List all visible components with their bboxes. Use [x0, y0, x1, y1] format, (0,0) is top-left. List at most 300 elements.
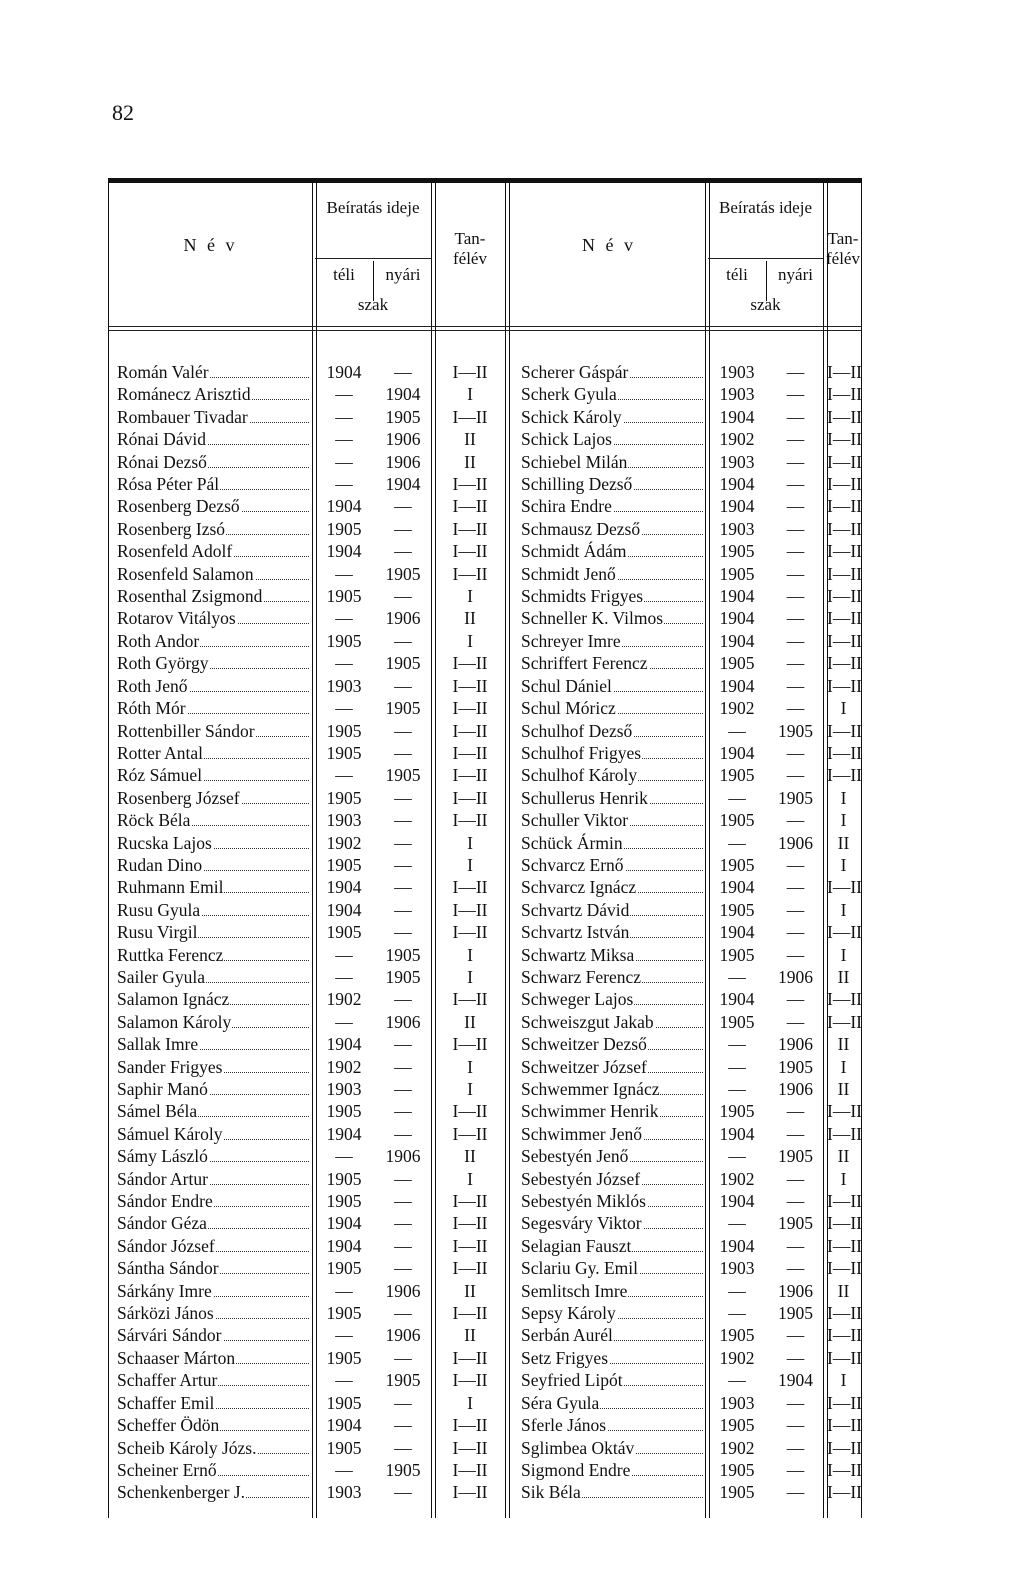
felev-cell: I—II — [827, 1325, 862, 1346]
nyari-cell: — — [394, 586, 412, 607]
felev-cell: I — [840, 1370, 847, 1391]
teli-cell: — — [335, 406, 353, 427]
teli-cell: 1905 — [719, 563, 755, 584]
teli-cell: 1905 — [326, 1258, 362, 1279]
name-cell: Séra Gyula — [521, 1392, 703, 1414]
nyari-cell: 1904 — [385, 384, 421, 405]
left-rows — [109, 361, 513, 1504]
felev-cell: I—II — [452, 742, 488, 763]
felev-cell: I—II — [827, 1235, 862, 1256]
teli-cell: 1902 — [719, 1437, 755, 1458]
table-row — [513, 607, 860, 629]
nyari-cell: — — [786, 362, 805, 382]
table-row — [109, 630, 513, 652]
name-cell: Sándor Artur — [117, 1168, 309, 1190]
name-cell: Sándor József — [117, 1235, 309, 1257]
felev-cell: I—II — [452, 653, 488, 674]
nyari-cell: — — [786, 474, 805, 495]
nyari-cell: 1906 — [385, 1280, 421, 1301]
name-cell: Scherer Gáspár — [521, 361, 703, 383]
nyari-cell: — — [786, 1392, 805, 1413]
name-cell: Rosenberg Izsó — [117, 518, 309, 540]
name-cell: Sándor Endre — [117, 1190, 309, 1212]
teli-cell: — — [728, 1079, 746, 1099]
felev-cell: I—II — [452, 518, 488, 539]
teli-cell: — — [335, 1146, 353, 1167]
teli-cell: 1905 — [326, 1303, 362, 1324]
header-name: N é v — [183, 235, 238, 255]
felev-cell: II — [837, 1079, 850, 1099]
name-cell: Schul Móricz — [521, 697, 703, 719]
felev-cell: I—II — [827, 742, 862, 763]
header-summer: nyári — [385, 265, 421, 284]
felev-cell: I—II — [452, 1370, 488, 1391]
table-row — [513, 518, 860, 540]
table-row — [109, 988, 513, 1010]
name-cell: Roth György — [117, 652, 309, 674]
teli-cell: 1903 — [719, 1392, 755, 1413]
teli-cell: 1902 — [326, 832, 362, 853]
teli-cell: 1904 — [719, 1191, 755, 1212]
teli-cell: — — [335, 1011, 353, 1032]
nyari-cell: — — [394, 630, 412, 651]
teli-cell: 1902 — [326, 989, 362, 1010]
name-cell: Schvarcz Ignácz — [521, 876, 703, 898]
teli-cell: — — [728, 832, 746, 853]
nyari-cell: — — [786, 877, 805, 898]
table-row — [513, 383, 860, 405]
header-semester-right: Tan- félév — [826, 229, 860, 268]
table-row — [513, 809, 860, 831]
table-row — [513, 1392, 860, 1414]
nyari-cell: — — [786, 1459, 805, 1480]
felev-cell: I — [467, 630, 473, 651]
table-row — [513, 1011, 860, 1033]
teli-cell: 1903 — [326, 675, 362, 696]
felev-cell: I—II — [452, 541, 488, 562]
felev-cell: II — [837, 1280, 850, 1301]
table-row — [513, 1056, 860, 1078]
name-cell: Sándor Géza — [117, 1212, 309, 1234]
teli-cell: 1902 — [719, 1168, 755, 1189]
nyari-cell: — — [394, 541, 412, 562]
teli-cell: 1905 — [326, 1392, 362, 1413]
teli-cell: — — [335, 966, 353, 987]
teli-cell: 1905 — [719, 1325, 755, 1346]
felev-cell: I—II — [452, 1415, 488, 1436]
felev-cell: II — [837, 1034, 850, 1055]
teli-cell: — — [335, 1370, 353, 1391]
name-cell: Rósa Péter Pál — [117, 473, 309, 495]
nyari-cell: — — [786, 765, 805, 786]
teli-cell: 1905 — [719, 854, 755, 875]
header-enrollment: Beíratás ideje — [326, 198, 420, 217]
header-summer-right: nyári — [778, 265, 813, 284]
nyari-cell: — — [394, 832, 412, 853]
name-cell: Rotter Antal — [117, 742, 309, 764]
felev-cell: I—II — [827, 406, 862, 427]
name-cell: Schreyer Imre — [521, 630, 703, 652]
teli-cell: 1904 — [719, 496, 755, 517]
table-row — [109, 854, 513, 876]
nyari-cell: — — [786, 675, 805, 696]
felev-cell: I—II — [827, 1482, 862, 1503]
nyari-cell: 1906 — [385, 451, 421, 472]
teli-cell: 1904 — [326, 496, 362, 517]
nyari-cell: — — [786, 1123, 805, 1144]
felev-cell: I—II — [452, 1191, 488, 1212]
teli-cell: 1904 — [326, 877, 362, 898]
felev-cell: I—II — [452, 810, 488, 831]
name-cell: Rosenberg József — [117, 787, 309, 809]
name-cell: Rusu Virgil — [117, 921, 309, 943]
table-row — [513, 361, 860, 383]
table-row — [109, 876, 513, 898]
name-cell: Rottenbiller Sándor — [117, 720, 309, 742]
name-cell: Ruttka Ferencz — [117, 944, 309, 966]
teli-cell: 1905 — [326, 922, 362, 943]
table-row — [109, 809, 513, 831]
name-cell: Schwarz Ferencz — [521, 966, 703, 988]
teli-cell: 1903 — [326, 1079, 362, 1099]
nyari-cell: — — [394, 1303, 412, 1324]
teli-cell: 1905 — [326, 1168, 362, 1189]
teli-cell: 1905 — [326, 1437, 362, 1458]
teli-cell: 1905 — [326, 630, 362, 651]
table-row — [109, 944, 513, 966]
table-row — [109, 652, 513, 674]
table-row — [109, 563, 513, 585]
table-row — [109, 720, 513, 742]
felev-cell: I—II — [827, 1392, 862, 1413]
felev-cell: II — [464, 429, 476, 450]
name-cell: Schmausz Dezső — [521, 518, 703, 540]
table-row — [109, 518, 513, 540]
felev-cell: I — [840, 787, 847, 808]
teli-cell: 1903 — [719, 1258, 755, 1279]
table-row — [513, 899, 860, 921]
nyari-cell: — — [394, 1347, 412, 1368]
nyari-cell: 1905 — [778, 1146, 813, 1167]
table-row — [513, 988, 860, 1010]
teli-cell: 1904 — [719, 742, 755, 763]
nyari-cell: — — [394, 1258, 412, 1279]
teli-cell: — — [335, 765, 353, 786]
felev-cell: II — [837, 966, 850, 987]
table-row — [109, 675, 513, 697]
header-winter: téli — [333, 265, 355, 284]
name-cell: Seyfried Lipót — [521, 1369, 703, 1391]
felev-cell: I — [840, 899, 847, 920]
name-cell: Schvarcz Ernő — [521, 854, 703, 876]
teli-cell: 1905 — [719, 541, 755, 562]
nyari-cell: — — [786, 854, 805, 875]
table-row — [513, 787, 860, 809]
name-cell: Schwimmer Jenő — [521, 1123, 703, 1145]
table-row — [513, 1280, 860, 1302]
teli-cell: 1905 — [719, 1101, 755, 1122]
teli-cell: 1905 — [719, 1011, 755, 1032]
name-cell: Sámy László — [117, 1145, 309, 1167]
table-row — [109, 495, 513, 517]
teli-cell: 1902 — [719, 429, 755, 450]
table-row — [513, 1033, 860, 1055]
felev-cell: I—II — [452, 474, 488, 495]
teli-cell: 1904 — [719, 922, 755, 943]
teli-cell: 1904 — [719, 989, 755, 1010]
name-cell: Scheffer Ödön — [117, 1414, 309, 1436]
felev-cell: I — [467, 1392, 473, 1413]
felev-cell: I — [840, 854, 847, 875]
name-cell: Róz Sámuel — [117, 764, 309, 786]
name-cell: Schweger Lajos — [521, 988, 703, 1010]
table-row — [513, 1123, 860, 1145]
nyari-cell: 1905 — [385, 563, 421, 584]
nyari-cell: — — [394, 899, 412, 920]
felev-cell: I — [840, 810, 847, 831]
name-cell: Scheib Károly Józs. — [117, 1437, 309, 1459]
nyari-cell: — — [786, 944, 805, 965]
nyari-cell: 1906 — [385, 1011, 421, 1032]
teli-cell: — — [335, 944, 353, 965]
nyari-cell: 1905 — [385, 966, 421, 987]
name-cell: Sebestyén Jenő — [521, 1145, 703, 1167]
teli-cell: — — [335, 474, 353, 495]
felev-cell: I — [467, 586, 473, 607]
felev-cell: I—II — [827, 1258, 862, 1279]
felev-cell: I—II — [827, 1303, 862, 1324]
teli-cell: 1904 — [326, 1415, 362, 1436]
name-cell: Rotarov Vitályos — [117, 607, 309, 629]
table-row — [109, 361, 513, 383]
nyari-cell: — — [786, 406, 805, 427]
table-row — [513, 1257, 860, 1279]
name-cell: Sglimbea Oktáv — [521, 1437, 703, 1459]
felev-cell: I—II — [827, 1191, 862, 1212]
teli-cell: — — [335, 429, 353, 450]
enrollment-table — [108, 178, 862, 1518]
felev-cell: I—II — [452, 496, 488, 517]
felev-cell: I—II — [827, 496, 862, 517]
nyari-cell: 1905 — [385, 765, 421, 786]
name-cell: Sebestyén József — [521, 1168, 703, 1190]
felev-cell: I—II — [452, 877, 488, 898]
name-cell: Sailer Gyula — [117, 966, 309, 988]
nyari-cell: — — [394, 810, 412, 831]
table-row — [513, 764, 860, 786]
nyari-cell: — — [786, 541, 805, 562]
teli-cell: — — [335, 698, 353, 719]
felev-cell: I—II — [827, 429, 862, 450]
teli-cell: 1904 — [326, 899, 362, 920]
felev-cell: I—II — [452, 1303, 488, 1324]
header-rule — [109, 326, 861, 331]
felev-cell: I—II — [452, 1101, 488, 1122]
nyari-cell: 1905 — [778, 1303, 813, 1324]
table-row — [109, 1414, 513, 1436]
nyari-cell: — — [786, 1191, 805, 1212]
felev-cell: I—II — [827, 451, 862, 472]
name-cell: Segesváry Viktor — [521, 1212, 703, 1234]
felev-cell: I—II — [827, 563, 862, 584]
nyari-cell: — — [786, 518, 805, 539]
name-cell: Schilling Dezső — [521, 473, 703, 495]
teli-cell: — — [728, 966, 746, 987]
teli-cell: 1904 — [326, 362, 362, 382]
teli-cell: 1905 — [326, 518, 362, 539]
teli-cell: 1903 — [326, 810, 362, 831]
teli-cell: 1903 — [719, 518, 755, 539]
felev-cell: I—II — [452, 1235, 488, 1256]
table-row — [513, 495, 860, 517]
name-cell: Schmidt Ádám — [521, 540, 703, 562]
nyari-cell: — — [786, 496, 805, 517]
name-cell: Schmidts Frigyes — [521, 585, 703, 607]
felev-cell: I — [467, 1056, 473, 1077]
name-cell: Sclariu Gy. Emil — [521, 1257, 703, 1279]
teli-cell: 1904 — [326, 1235, 362, 1256]
teli-cell: — — [728, 1303, 746, 1324]
page-number: 82 — [112, 100, 134, 125]
name-cell: Schullerus Henrik — [521, 787, 703, 809]
teli-cell: — — [728, 1146, 746, 1167]
felev-cell: I—II — [452, 989, 488, 1010]
nyari-cell: — — [394, 1034, 412, 1055]
teli-cell: — — [728, 1213, 746, 1234]
felev-cell: II — [464, 1280, 476, 1301]
name-cell: Schaaser Márton — [117, 1347, 309, 1369]
nyari-cell: 1906 — [778, 1034, 813, 1055]
table-row — [109, 1481, 513, 1503]
nyari-cell: — — [394, 1079, 412, 1099]
name-cell: Schriffert Ferencz — [521, 652, 703, 674]
teli-cell: 1903 — [326, 1482, 362, 1503]
teli-cell: — — [335, 608, 353, 629]
name-cell: Scheiner Ernő — [117, 1459, 309, 1481]
name-cell: Rudan Dino — [117, 854, 309, 876]
nyari-cell: 1905 — [778, 787, 813, 808]
teli-cell: — — [335, 563, 353, 584]
nyari-cell: 1906 — [385, 608, 421, 629]
teli-cell: — — [335, 1459, 353, 1480]
nyari-cell: — — [394, 1101, 412, 1122]
felev-cell: I — [840, 698, 847, 719]
nyari-cell: — — [786, 451, 805, 472]
teli-cell: — — [728, 1034, 746, 1055]
nyari-cell: — — [394, 675, 412, 696]
felev-cell: I—II — [827, 675, 862, 696]
table-row — [513, 876, 860, 898]
teli-cell: 1905 — [326, 854, 362, 875]
header-semester: Tan- félév — [453, 229, 487, 268]
nyari-cell: 1906 — [778, 1280, 813, 1301]
nyari-cell: — — [786, 698, 805, 719]
teli-cell: 1904 — [719, 1123, 755, 1144]
felev-cell: I—II — [827, 765, 862, 786]
nyari-cell: — — [394, 362, 412, 382]
teli-cell: 1905 — [326, 742, 362, 763]
felev-cell: I—II — [452, 1459, 488, 1480]
name-cell: Roth Jenő — [117, 675, 309, 697]
name-cell: Schick Károly — [521, 406, 703, 428]
felev-cell: I — [840, 944, 847, 965]
nyari-cell: 1905 — [385, 698, 421, 719]
teli-cell: 1904 — [719, 608, 755, 629]
header-name-right: N é v — [582, 235, 636, 255]
felev-cell: I—II — [827, 989, 862, 1010]
nyari-cell: — — [394, 1415, 412, 1436]
table-row — [109, 428, 513, 450]
felev-cell: II — [464, 1325, 476, 1346]
nyari-cell: — — [394, 1437, 412, 1458]
name-cell: Schvartz István — [521, 921, 703, 943]
name-cell: Sander Frigyes — [117, 1056, 309, 1078]
table-row — [513, 1459, 860, 1481]
name-cell: Röck Béla — [117, 809, 309, 831]
name-cell: Schaffer Artur — [117, 1369, 309, 1391]
table-row — [109, 1011, 513, 1033]
table-row — [109, 832, 513, 854]
nyari-cell: — — [394, 742, 412, 763]
felev-cell: II — [837, 832, 850, 853]
felev-cell: II — [464, 1011, 476, 1032]
nyari-cell: — — [394, 1191, 412, 1212]
table-row — [513, 1437, 860, 1459]
teli-cell: — — [728, 1370, 746, 1391]
teli-cell: — — [728, 787, 746, 808]
felev-cell: I — [467, 384, 473, 405]
name-cell: Rónai Dezső — [117, 451, 309, 473]
table-row — [109, 1280, 513, 1302]
felev-cell: I—II — [827, 384, 862, 405]
name-cell: Rucska Lajos — [117, 832, 309, 854]
name-cell: Sallak Imre — [117, 1033, 309, 1055]
name-cell: Schick Lajos — [521, 428, 703, 450]
name-cell: Rosenthal Zsigmond — [117, 585, 309, 607]
table-row — [109, 1459, 513, 1481]
felev-cell: I — [467, 1079, 473, 1099]
table-row — [513, 406, 860, 428]
nyari-cell: — — [786, 1437, 805, 1458]
name-cell: Sárkány Imre — [117, 1280, 309, 1302]
nyari-cell: — — [394, 496, 412, 517]
table-row — [109, 451, 513, 473]
table-row — [513, 451, 860, 473]
teli-cell: 1902 — [326, 1056, 362, 1077]
table-row — [513, 675, 860, 697]
name-cell: Salamon Ignácz — [117, 988, 309, 1010]
felev-cell: I—II — [827, 474, 862, 495]
table-row — [109, 899, 513, 921]
table-row — [513, 1302, 860, 1324]
nyari-cell: 1905 — [778, 1056, 813, 1077]
nyari-cell: — — [394, 922, 412, 943]
nyari-cell: 1906 — [778, 1079, 813, 1099]
nyari-cell: — — [394, 1056, 412, 1077]
name-cell: Schira Endre — [521, 495, 703, 517]
nyari-cell: 1906 — [385, 429, 421, 450]
teli-cell: 1905 — [719, 899, 755, 920]
teli-cell: 1902 — [719, 698, 755, 719]
felev-cell: I—II — [827, 1213, 862, 1234]
teli-cell: 1902 — [719, 1347, 755, 1368]
nyari-cell: — — [394, 787, 412, 808]
felev-cell: I—II — [452, 1437, 488, 1458]
felev-cell: I—II — [452, 1347, 488, 1368]
name-cell: Sik Béla — [521, 1481, 703, 1503]
name-cell: Schaffer Emil — [117, 1392, 309, 1414]
left-column-group — [109, 183, 513, 1518]
